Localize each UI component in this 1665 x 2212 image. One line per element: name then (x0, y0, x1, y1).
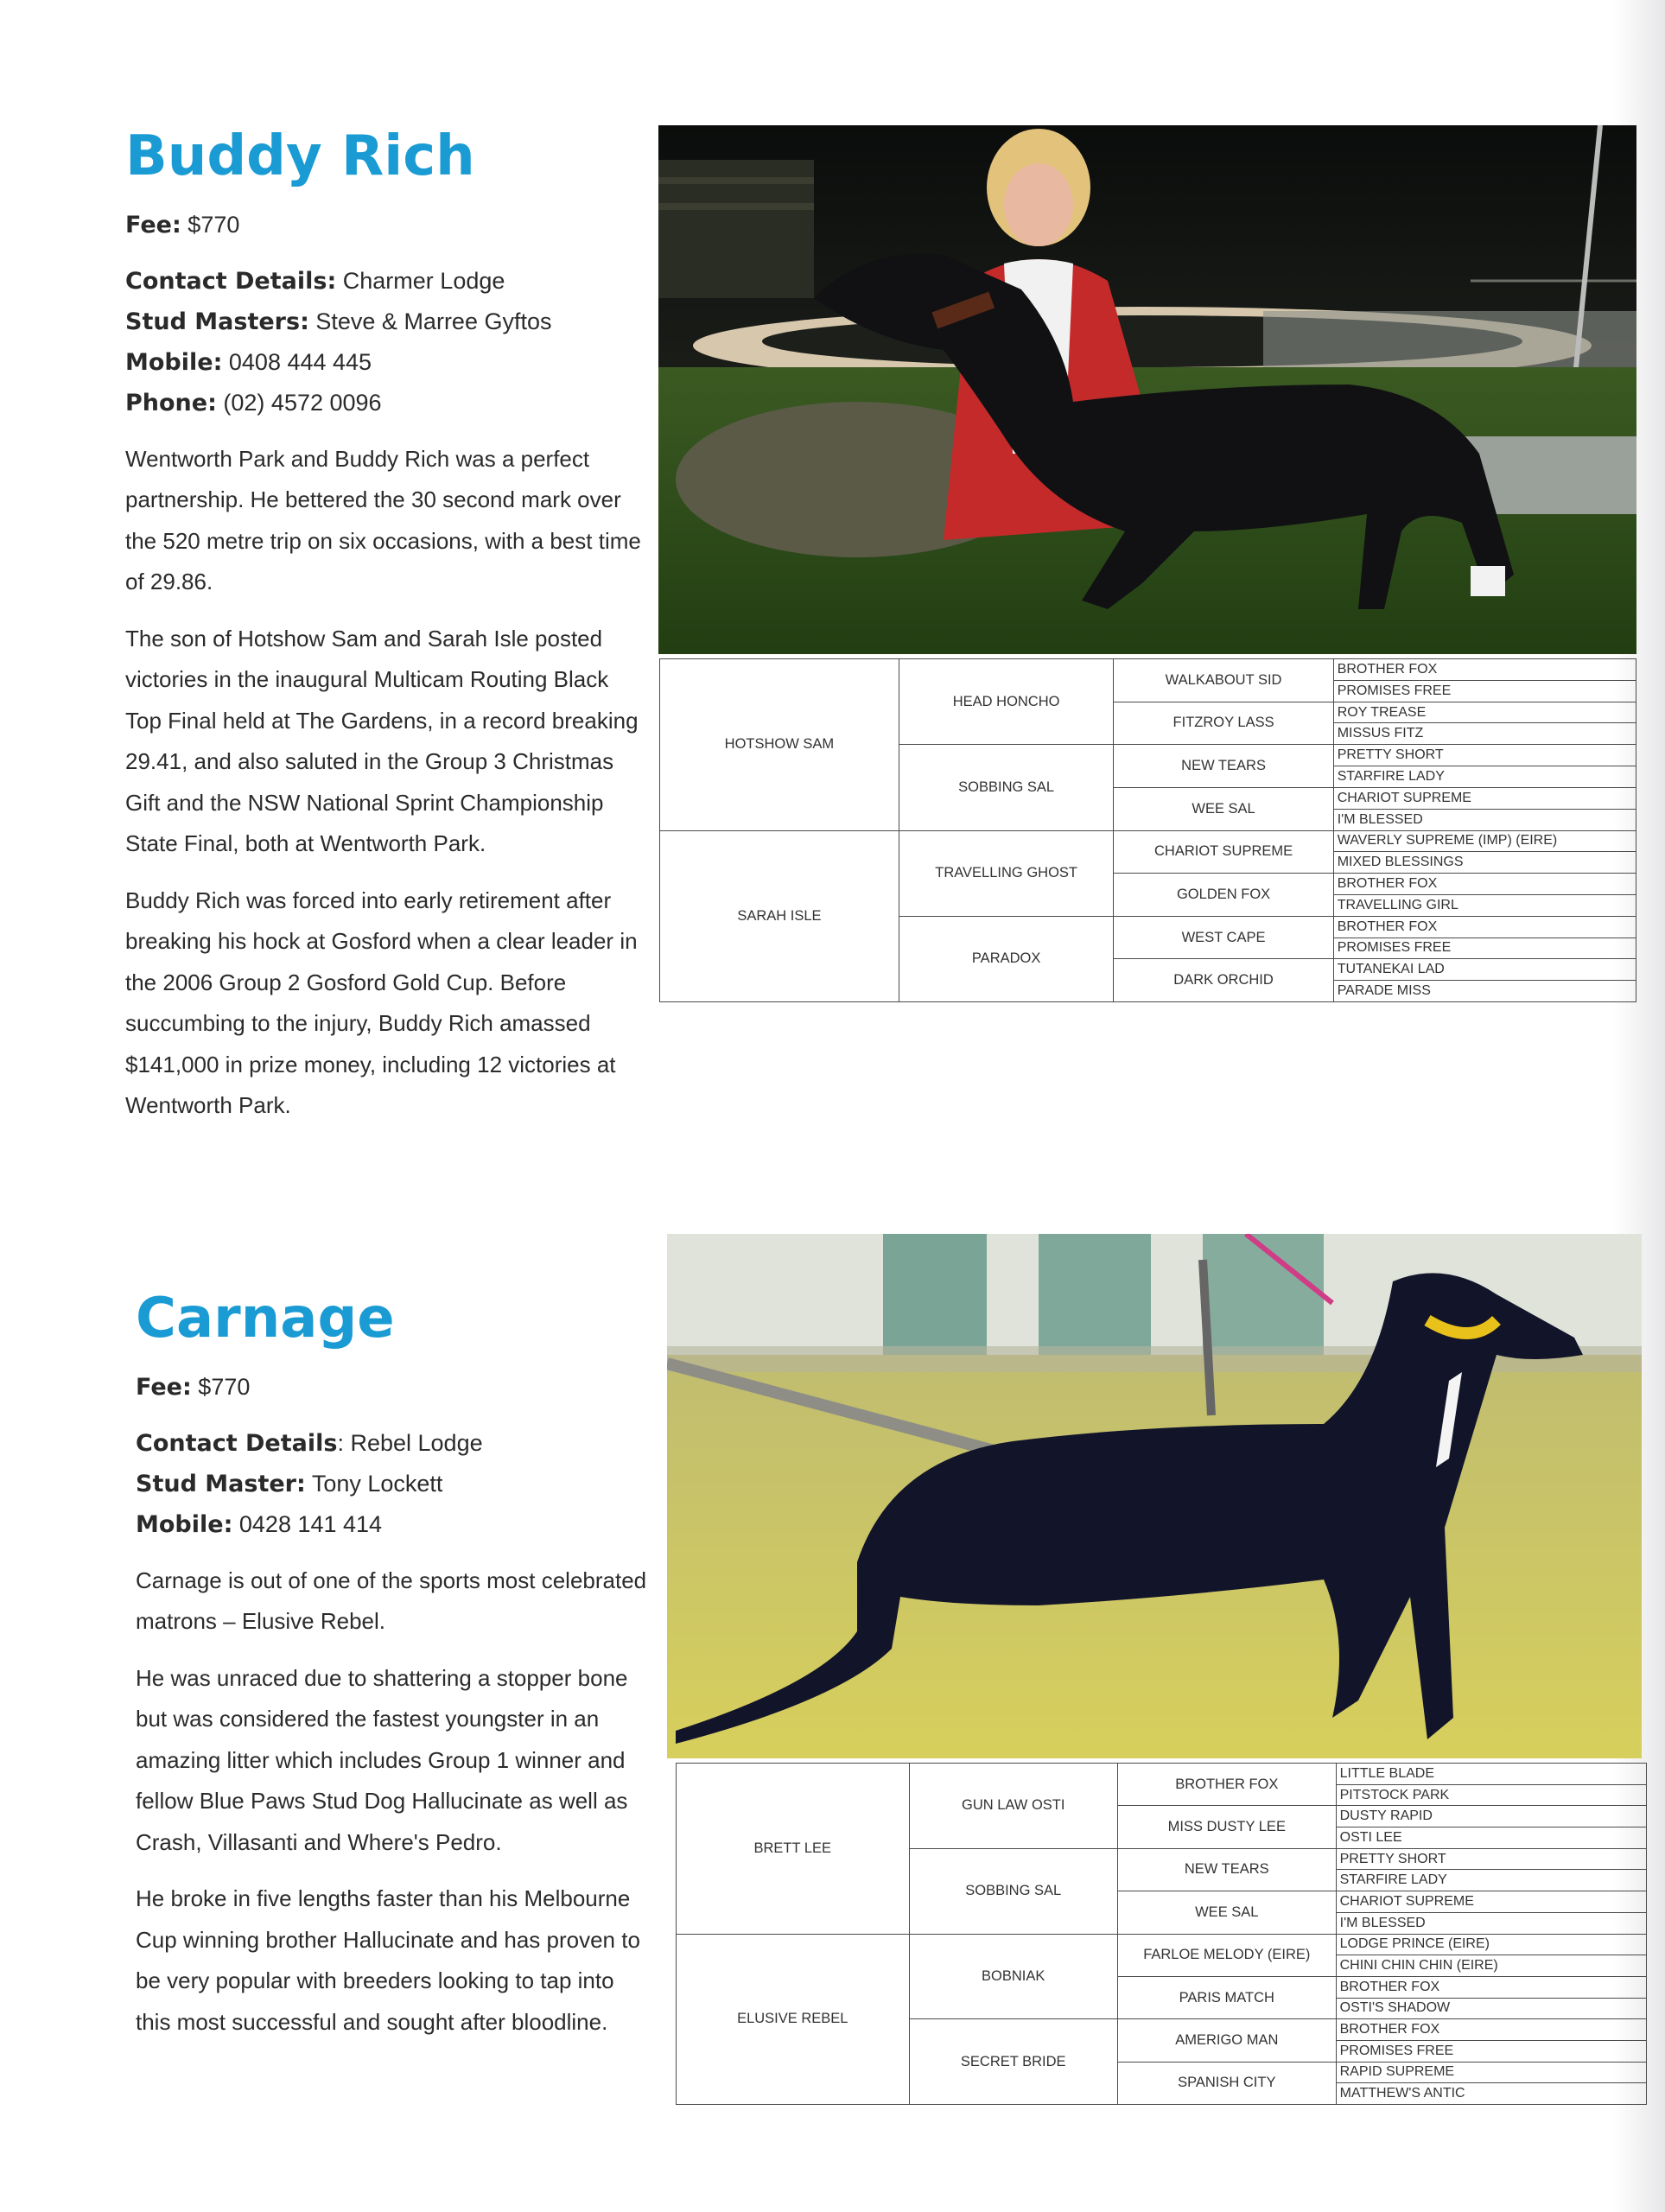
pedigree-great-grandparent: WEE SAL (1117, 1891, 1336, 1934)
pedigree-ancestor: MISSUS FITZ (1333, 723, 1636, 745)
pedigree-ancestor: MATTHEW'S ANTIC (1336, 2083, 1646, 2105)
pedigree-ancestor: PITSTOCK PARK (1336, 1784, 1646, 1806)
mobile-value: 0428 141 414 (238, 1510, 383, 1537)
pedigree-grandparent: SOBBING SAL (899, 745, 1114, 830)
pedigree-great-grandparent: WEST CAPE (1114, 916, 1333, 959)
pedigree-ancestor: CHARIOT SUPREME (1333, 787, 1636, 809)
pedigree-ancestor: TRAVELLING GIRL (1333, 894, 1636, 916)
pedigree-grandparent: HEAD HONCHO (899, 659, 1114, 745)
description-paragraph: Carnage is out of one of the sports most celebrated matrons – Elusive Rebel. (136, 1567, 647, 1635)
mobile-label: Mobile: (125, 348, 223, 376)
pedigree-great-grandparent: SPANISH CITY (1117, 2062, 1336, 2104)
pedigree-grandparent: SECRET BRIDE (909, 2019, 1117, 2105)
carnage-photo (667, 1234, 1642, 1758)
pedigree-ancestor: PRETTY SHORT (1333, 745, 1636, 766)
phone-label: Phone: (125, 389, 217, 416)
fee-line (125, 205, 644, 245)
pedigree-ancestor: BROTHER FOX (1336, 1976, 1646, 1998)
pedigree-ancestor: TUTANEKAI LAD (1333, 959, 1636, 981)
mobile-label: Mobile: (136, 1510, 233, 1538)
pedigree-ancestor: BROTHER FOX (1333, 916, 1636, 938)
pedigree-ancestor: BROTHER FOX (1333, 874, 1636, 895)
buddy-rich-profile (125, 125, 644, 1127)
pedigree-ancestor: PROMISES FREE (1336, 2040, 1646, 2062)
contact-value: : Rebel Lodge (337, 1429, 483, 1456)
pedigree-great-grandparent: FARLOE MELODY (EIRE) (1117, 1934, 1336, 1976)
phone-value: (02) 4572 0096 (223, 389, 382, 416)
pedigree-ancestor: BROTHER FOX (1336, 2019, 1646, 2041)
greyhound-with-handler-illustration (658, 125, 1636, 654)
pedigree-ancestor: MIXED BLESSINGS (1333, 852, 1636, 874)
contact-line (136, 1423, 654, 1464)
pedigree-grandparent: GUN LAW OSTI (909, 1764, 1117, 1849)
contact-label: Contact Details: (125, 267, 337, 295)
pedigree-great-grandparent: PARIS MATCH (1117, 1976, 1336, 2018)
pedigree-great-grandparent: NEW TEARS (1117, 1848, 1336, 1891)
greyhound-standing-illustration (667, 1234, 1642, 1758)
buddy-rich-pedigree-table (659, 658, 1636, 1002)
fee-label: Fee: (125, 211, 181, 238)
pedigree-ancestor: LODGE PRINCE (EIRE) (1336, 1934, 1646, 1955)
stud-master-value: Steve & Marree Gyftos (315, 308, 552, 334)
description-paragraph: He broke in five lengths faster than his Melbourne Cup winning brother Hallucinate and has proven to be very popular with breeders looking to tap into this most successful and sought after bloodline. (136, 1885, 640, 2035)
mobile-line (125, 342, 644, 383)
buddy-rich-photo (658, 125, 1636, 654)
pedigree-ancestor: LITTLE BLADE (1336, 1764, 1646, 1785)
pedigree-great-grandparent: FITZROY LASS (1114, 702, 1333, 745)
pedigree-sire: HOTSHOW SAM (660, 659, 899, 831)
fee-line (136, 1367, 654, 1408)
stud-master-value: Tony Lockett (311, 1470, 443, 1497)
pedigree-ancestor: RAPID SUPREME (1336, 2062, 1646, 2083)
pedigree-grandparent: TRAVELLING GHOST (899, 830, 1114, 916)
fee-label: Fee: (136, 1373, 192, 1401)
pedigree-ancestor: PROMISES FREE (1333, 680, 1636, 702)
stud-master-line (136, 1464, 654, 1504)
pedigree-ancestor: WAVERLY SUPREME (IMP) (EIRE) (1333, 830, 1636, 852)
pedigree-great-grandparent: WALKABOUT SID (1114, 659, 1333, 702)
pedigree-ancestor: OSTI'S SHADOW (1336, 1998, 1646, 2019)
stud-master-label: Stud Master: (136, 1470, 306, 1497)
phone-line (125, 383, 644, 423)
mobile-value: 0408 444 445 (228, 348, 372, 375)
pedigree-ancestor: PROMISES FREE (1333, 938, 1636, 959)
pedigree-ancestor: BROTHER FOX (1333, 659, 1636, 681)
fee-value: $770 (187, 211, 240, 238)
pedigree-ancestor: STARFIRE LADY (1333, 766, 1636, 788)
dog-name: Carnage (136, 1287, 395, 1351)
pedigree-ancestor: ROY TREASE (1333, 702, 1636, 723)
contact-label: Contact Details (136, 1429, 338, 1457)
contact-value: Charmer Lodge (342, 267, 505, 294)
pedigree-sire: BRETT LEE (677, 1764, 910, 1935)
pedigree-ancestor: I'M BLESSED (1336, 1912, 1646, 1934)
stud-master-line (125, 302, 644, 342)
description-paragraph: The son of Hotshow Sam and Sarah Isle posted victories in the inaugural Multicam Routing Black Top Final held at The Gardens, in a record breaking 29.41, and also saluted in the Group 3 Christmas Gift and the NSW National Sprint Championship State Final, both at Wentworth Park. (125, 625, 639, 857)
pedigree-great-grandparent: DARK ORCHID (1114, 959, 1333, 1002)
pedigree-great-grandparent: AMERIGO MAN (1117, 2019, 1336, 2062)
pedigree-ancestor: PARADE MISS (1333, 981, 1636, 1002)
mobile-line (136, 1504, 654, 1545)
pedigree-great-grandparent: NEW TEARS (1114, 745, 1333, 788)
pedigree-dam: SARAH ISLE (660, 830, 899, 1002)
description-paragraph: Buddy Rich was forced into early retirement after breaking his hock at Gosford when a clear leader in the 2006 Group 2 Gosford Gold Cup. Before succumbing to the injury, Buddy Rich amassed $141,000 in prize money, including 12 victories at Wentworth Park. (125, 887, 638, 1119)
pedigree-great-grandparent: CHARIOT SUPREME (1114, 830, 1333, 874)
dog-name: Buddy Rich (125, 124, 475, 188)
pedigree-grandparent: PARADOX (899, 916, 1114, 1001)
description-paragraph: Wentworth Park and Buddy Rich was a perfect partnership. He bettered the 30 second mark over the 520 metre trip on six occasions, with a best time of 29.86. (125, 445, 641, 595)
description-paragraph: He was unraced due to shattering a stopper bone but was considered the fastest youngster in an amazing litter which includes Group 1 winner and fellow Blue Paws Stud Dog Hallucinate as well as Crash, Villasanti and Where's Pedro. (136, 1664, 628, 1855)
carnage-profile (136, 1287, 654, 2043)
pedigree-great-grandparent: BROTHER FOX (1117, 1764, 1336, 1806)
pedigree-ancestor: I'M BLESSED (1333, 809, 1636, 830)
pedigree-ancestor: OSTI LEE (1336, 1827, 1646, 1849)
pedigree-grandparent: SOBBING SAL (909, 1848, 1117, 1934)
carnage-pedigree-table (676, 1763, 1647, 2105)
pedigree-grandparent: BOBNIAK (909, 1934, 1117, 2019)
fee-value: $770 (198, 1373, 251, 1400)
pedigree-ancestor: STARFIRE LADY (1336, 1870, 1646, 1891)
pedigree-ancestor: PRETTY SHORT (1336, 1848, 1646, 1870)
contact-line (125, 261, 644, 302)
pedigree-ancestor: CHINI CHIN CHIN (EIRE) (1336, 1955, 1646, 1977)
pedigree-great-grandparent: WEE SAL (1114, 787, 1333, 830)
stud-master-label: Stud Masters: (125, 308, 309, 335)
pedigree-great-grandparent: MISS DUSTY LEE (1117, 1806, 1336, 1848)
pedigree-dam: ELUSIVE REBEL (677, 1934, 910, 2105)
pedigree-ancestor: DUSTY RAPID (1336, 1806, 1646, 1827)
pedigree-great-grandparent: GOLDEN FOX (1114, 874, 1333, 917)
pedigree-ancestor: CHARIOT SUPREME (1336, 1891, 1646, 1913)
